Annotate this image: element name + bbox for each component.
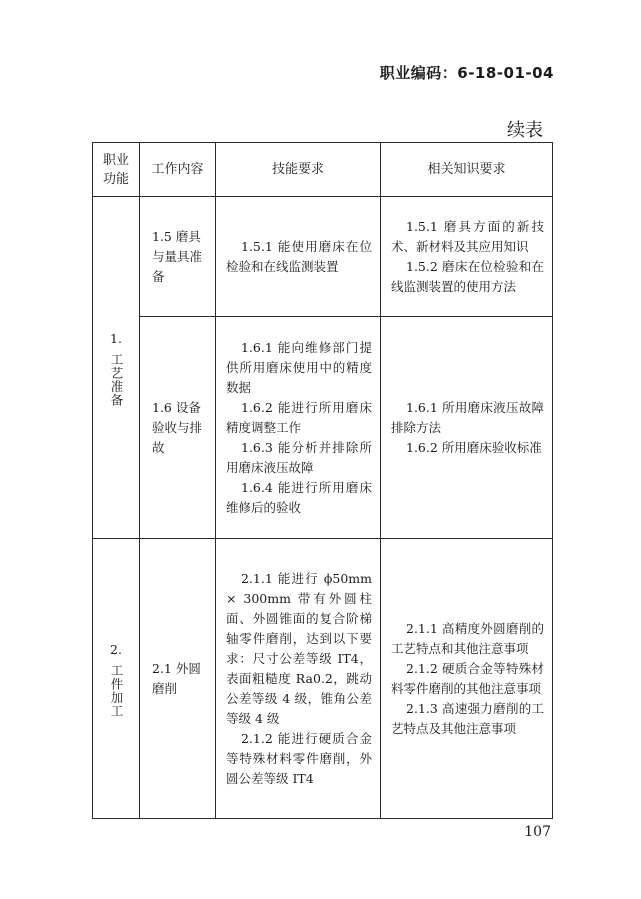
content-cell: 1.5 磨具与量具准备 [140, 197, 216, 317]
skills-cell: 1.5.1 能使用磨床在位检验和在线监测装置 [216, 197, 381, 317]
function-cell-process-prep: 1. 工艺准备 [93, 197, 140, 539]
table-header-row [93, 143, 553, 197]
occupation-code: 职业编码：6-18-01-04 [379, 64, 554, 82]
skills-cell: 2.1.1 能进行 ϕ50mm × 300mm 带有外圆柱面、外圆锥面的复合阶梯轴零件磨削，达到以下要求：尺寸公差等级 IT4，表面粗糙度 Ra0.2，跳动公差等级 4 级，锥角公差等级 4 级 2.1.2 能进行硬质合金等特殊材料零件磨削，外圆公差等级 IT4 [216, 539, 381, 819]
page-number: 107 [524, 824, 551, 840]
continued-label: 续表 [507, 120, 543, 141]
knowledge-cell: 1.5.1 磨具方面的新技术、新材料及其应用知识 1.5.2 磨床在位检验和在线监测装置的使用方法 [381, 197, 553, 317]
table-row [93, 539, 553, 819]
skills-table [92, 142, 553, 819]
header-knowledge: 相关知识要求 [381, 143, 553, 197]
content-cell: 2.1 外圆磨削 [140, 539, 216, 819]
table-row [93, 317, 553, 539]
knowledge-cell: 1.6.1 所用磨床液压故障排除方法 1.6.2 所用磨床验收标准 [381, 317, 553, 539]
table-row [93, 197, 553, 317]
header-function: 职业功能 [93, 143, 140, 197]
skills-cell: 1.6.1 能向维修部门提供所用磨床使用中的精度数据 1.6.2 能进行所用磨床精度调整工作 1.6.3 能分析并排除所用磨床液压故障 1.6.4 能进行所用磨床维修后的验收 [216, 317, 381, 539]
header-content: 工作内容 [140, 143, 216, 197]
header-skills: 技能要求 [216, 143, 381, 197]
knowledge-cell: 2.1.1 高精度外圆磨削的工艺特点和其他注意事项 2.1.2 硬质合金等特殊材料零件磨削的其他注意事项 2.1.3 高速强力磨削的工艺特点及其他注意事项 [381, 539, 553, 819]
function-cell-workpiece: 2. 工件加工 [93, 539, 140, 819]
content-cell: 1.6 设备验收与排故 [140, 317, 216, 539]
